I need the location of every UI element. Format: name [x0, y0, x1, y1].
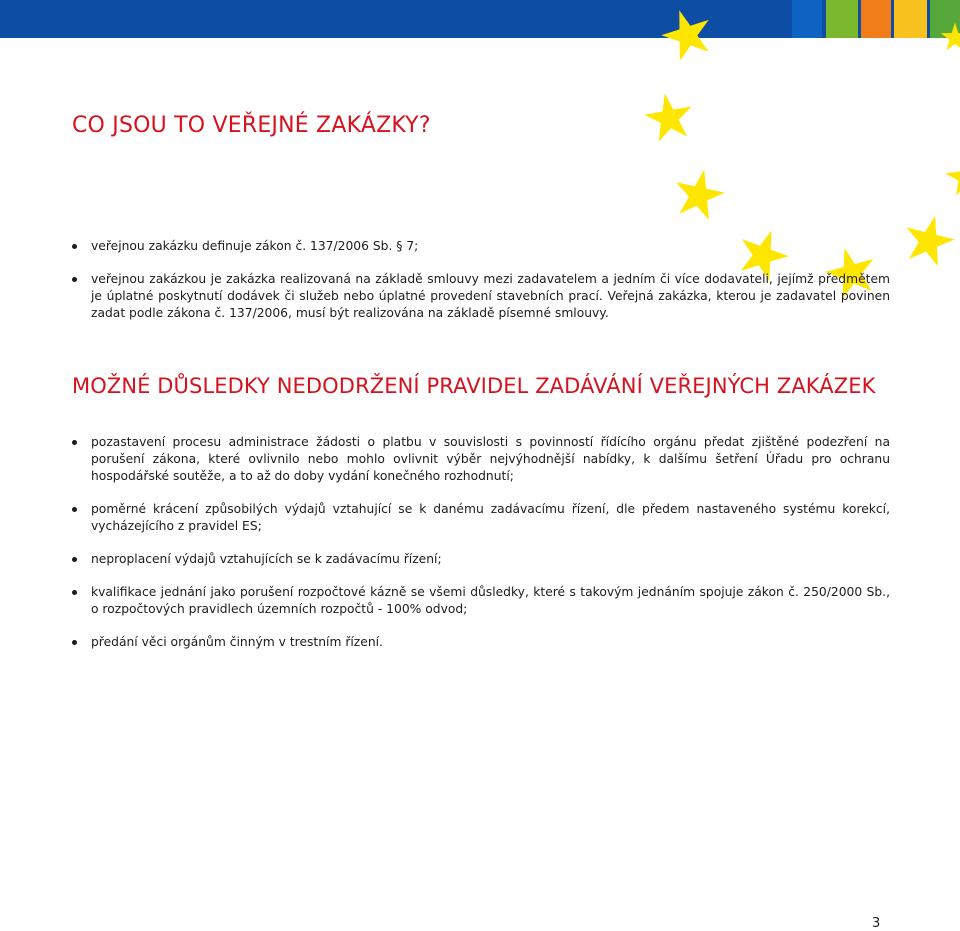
- star-icon: [945, 150, 960, 202]
- bullet-icon: [72, 640, 77, 645]
- page-title: CO JSOU TO VEŘEJNÉ ZAKÁZKY?: [72, 113, 431, 138]
- list-item: [72, 634, 890, 651]
- list-item: [72, 551, 890, 568]
- star-icon: [903, 214, 955, 266]
- list-item: [72, 271, 890, 322]
- star-icon: [644, 92, 694, 142]
- list-item-text: veřejnou zakázkou je zakázka realizovaná na základě smlouvy mezi zadavatelem a jedním či více dodavateli, jejímž předmětem je úplatné poskytnutí dodávek či služeb nebo úplatné provedení stavebních prací. Veřejná zakázka, kterou je zadavatel povinen zadat podle zákona č. 137/2006, musí být realizována na základě písemné smlouvy.: [91, 272, 890, 320]
- star-icon: [673, 168, 725, 220]
- page-number: 3: [872, 916, 881, 931]
- list-item-text: kvalifikace jednání jako porušení rozpočtové kázně se všemi důsledky, které s takovým jednáním spojuje zákon č. 250/2000 Sb., o rozpočtových pravidlech územních rozpočtů - 100% odvod;: [91, 585, 890, 616]
- bullet-icon: [72, 277, 77, 282]
- list-item: [72, 584, 890, 618]
- bullet-icon: [72, 244, 77, 249]
- color-tab-yellow: [894, 0, 927, 38]
- bullet-icon: [72, 507, 77, 512]
- bullet-icon: [72, 557, 77, 562]
- color-tab-blue: [792, 0, 822, 38]
- bullet-icon: [72, 440, 77, 445]
- list-item-text: neproplacení výdajů vztahujících se k zadávacímu řízení;: [91, 552, 442, 566]
- bullet-icon: [72, 590, 77, 595]
- list-item-text: předání věci orgánům činným v trestním řízení.: [91, 635, 383, 649]
- star-icon: [661, 8, 713, 60]
- color-tab-orange: [861, 0, 891, 38]
- list-item: [72, 434, 890, 485]
- top-color-bar: [0, 0, 960, 38]
- section-title: MOŽNÉ DŮSLEDKY NEDODRŽENÍ PRAVIDEL ZADÁVÁNÍ VEŘEJNÝCH ZAKÁZEK: [72, 374, 876, 398]
- star-icon: [940, 22, 960, 52]
- list-item-text: poměrné krácení způsobilých výdajů vztahující se k danému zadávacímu řízení, dle předem nastaveného systému korekcí, vycházejícího z pravidel ES;: [91, 502, 890, 533]
- list-item-text: veřejnou zakázku definuje zákon č. 137/2006 Sb. § 7;: [91, 239, 419, 253]
- list-item: [72, 238, 890, 255]
- list-item: [72, 501, 890, 535]
- list-item-text: pozastavení procesu administrace žádosti o platbu v souvislosti s povinností řídícího orgánu předat zjištěné podezření na porušení zákona, které ovlivnilo nebo mohlo ovlivnit výběr nejvýhodnější nabídky, k dalšímu šetření Úřadu pro ochranu hospodářské soutěže, a to až do doby vydání konečného rozhodnutí;: [91, 435, 890, 483]
- definition-list: [72, 238, 890, 338]
- color-tab-green: [826, 0, 858, 38]
- consequences-list: [72, 434, 890, 667]
